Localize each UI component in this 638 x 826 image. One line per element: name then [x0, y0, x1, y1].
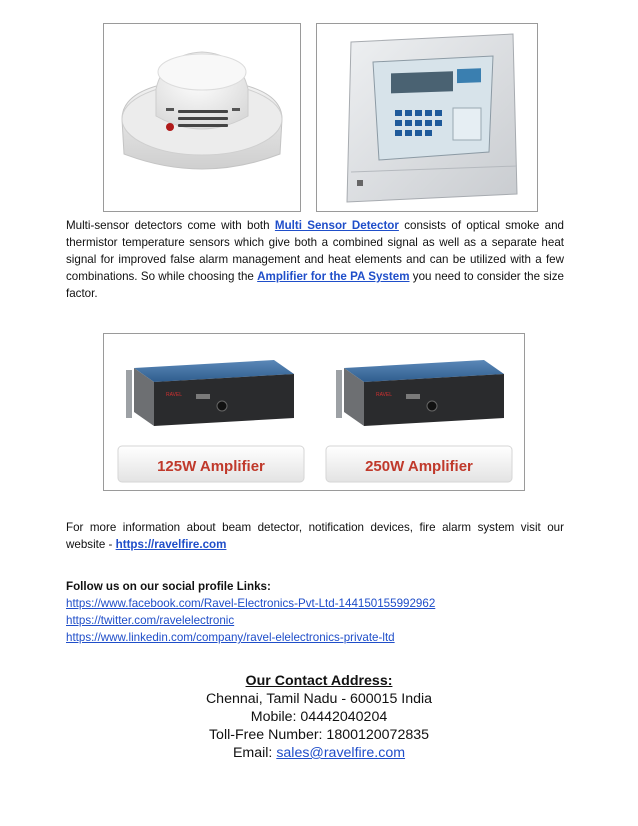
paragraph-text: For more information about beam detector, notification devices, fire alarm system visit our website - [66, 521, 564, 551]
paragraph-text: you need to consider the size factor. [66, 270, 564, 300]
contact-email-link[interactable]: sales@ravelfire.com [276, 745, 406, 761]
twitter-link[interactable]: https://twitter.com/ravelelectronic [66, 614, 235, 627]
paragraph-text: consists of optical smoke and thermistor temperature sensors which give both a combined signal as well as a separate heat signal for improved false alarm management and heat elements and can be utilized with a few combinations. So while choosing the [66, 219, 564, 283]
paragraph-text: Multi-sensor detectors come with both [66, 219, 275, 232]
website-link[interactable]: https://ravelfire.com [115, 538, 227, 551]
amplifier-125w-label: 125W Amplifier [157, 458, 265, 475]
contact-mobile: Mobile: 04442040204 [250, 709, 388, 725]
control-panel-illustration [317, 24, 537, 211]
multi-sensor-detector-link[interactable]: Multi Sensor Detector [274, 219, 399, 232]
paragraph-more-info [66, 519, 564, 553]
linkedin-link[interactable]: https://www.linkedin.com/company/ravel-elelectronics-private-ltd [66, 631, 395, 644]
amplifiers-illustration [104, 334, 524, 490]
amplifier-front-label: RAVEL [166, 392, 183, 398]
social-heading: Follow us on our social profile Links: [66, 580, 271, 593]
amplifiers-image [103, 333, 525, 491]
contact-block [0, 672, 638, 762]
amplifier-front-label: RAVEL [376, 392, 393, 398]
contact-tollfree: Toll-Free Number: 1800120072835 [208, 727, 430, 743]
contact-address: Chennai, Tamil Nadu - 600015 India [205, 691, 433, 707]
amplifier-pa-system-link[interactable]: Amplifier for the PA System [257, 270, 410, 283]
contact-email-label: Email: [232, 745, 277, 761]
facebook-link[interactable]: https://www.facebook.com/Ravel-Electronics-Pvt-Ltd-144150155992962 [66, 597, 436, 610]
paragraph-detectors [66, 217, 564, 302]
smoke-detector-illustration [104, 24, 300, 211]
amplifier-250w-unit [336, 360, 504, 426]
amplifier-250w-label: 250W Amplifier [365, 458, 473, 475]
smoke-detector-image [103, 23, 301, 212]
control-panel-image [316, 23, 538, 212]
contact-email-line [0, 744, 638, 762]
amplifier-125w-unit [126, 360, 294, 426]
contact-title: Our Contact Address: [245, 673, 393, 689]
